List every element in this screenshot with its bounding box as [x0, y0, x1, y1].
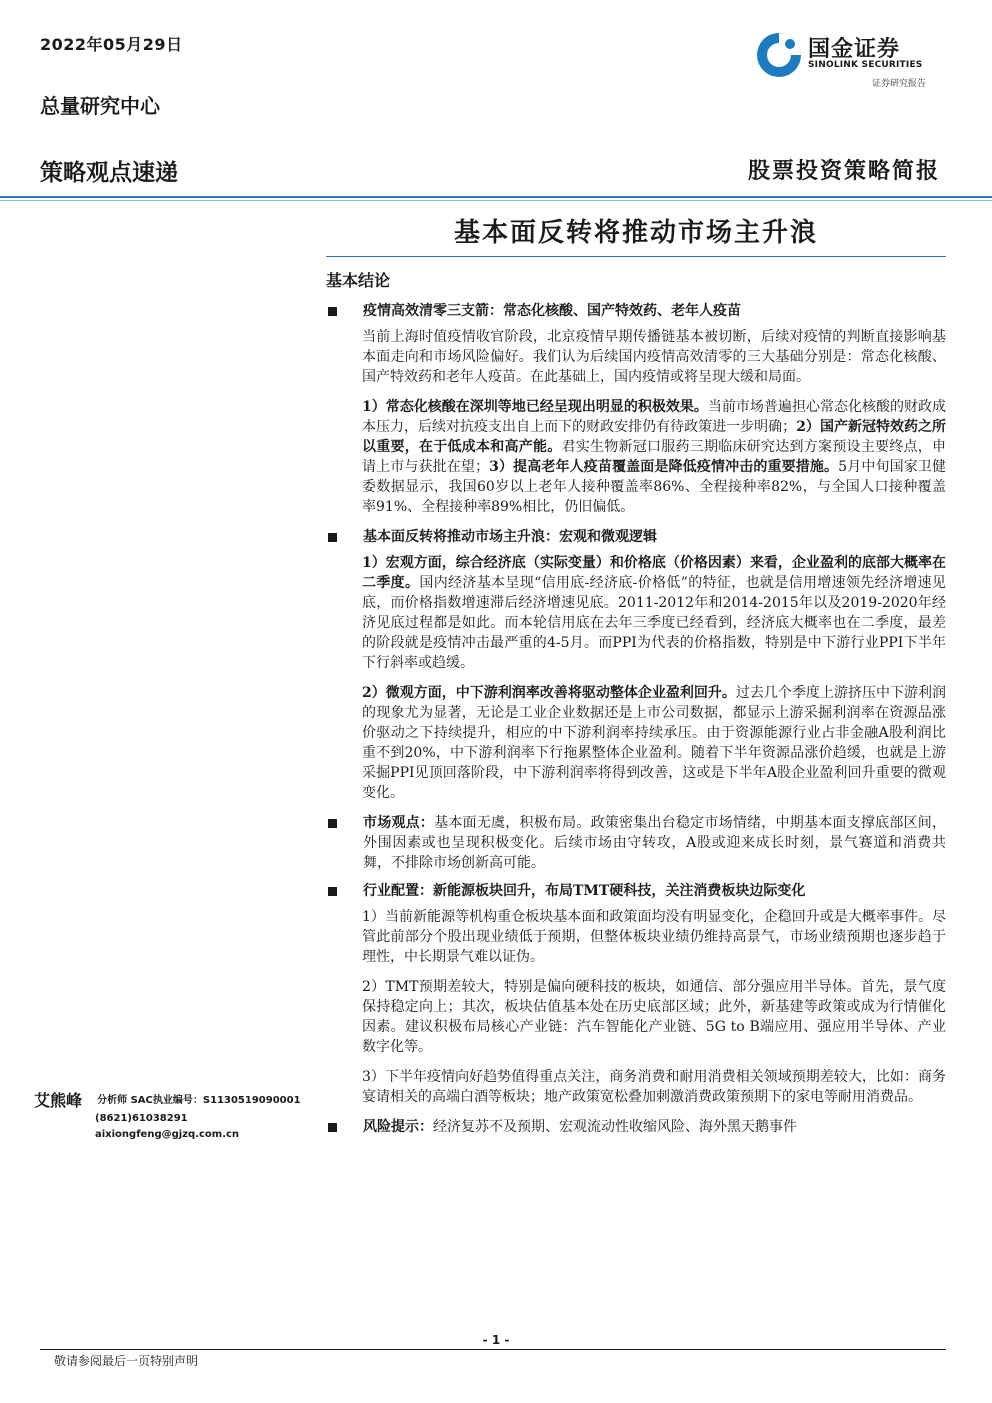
logo-subtitle: 证券研究报告: [872, 79, 927, 89]
company-logo: [752, 30, 952, 92]
bullet-market-view: [326, 813, 946, 873]
footer-disclaimer: 敬请参阅最后一页特别声明: [54, 1354, 199, 1368]
bullet-text: 经济复苏不及预期、宏观流动性收缩风险、海外黑天鹅事件: [433, 1119, 797, 1135]
bullet-epidemic: [326, 301, 946, 321]
bullet-square-icon: [328, 819, 337, 828]
paragraph-tmt: 2）TMT预期差较大，特别是偏向硬科技的板块，如通信、部分强应用半导体。首先，景气度保持稳定向上；其次，板块估值基本处在历史底部区域；此外，新基建等政策或成为行情催化因素。建议积极布局核心产业链：汽车智能化产业链、5G to B端应用、强应用半导体、产业数字化等。: [362, 979, 946, 1055]
bullet-fundamentals: [326, 527, 946, 547]
paragraph-new-energy: 1）当前新能源等机构重仓板块基本面和政策面均没有明显变化，企稳回升或是大概率事件。尽管此前部分个股出现业绩低于预期，但整体板块业绩仍维持高景气，市场业绩预期也逐步趋于理性，中长期景气难以证伪。: [362, 909, 946, 965]
analyst-phone: (8621)61038291: [95, 1113, 188, 1124]
analyst-name: 艾熊峰: [34, 1091, 83, 1110]
bullet-title: 疫情高效清零三支箭：常态化核酸、国产特效药、老年人疫苗: [363, 303, 741, 319]
analyst-email[interactable]: aixiongfeng@gjzq.com.cn: [95, 1129, 240, 1140]
title-divider: [326, 256, 946, 257]
logo-name-cn: 国金证券: [808, 37, 901, 62]
paragraph-macro: 1）宏观方面，综合经济底（实际变量）和价格底（价格因素）来看，企业盈利的底部大概率在二季度。国内经济基本呈现“信用底-经济底-价格低”的特征，也就是信用增速领先经济增速见底，而价格指数增速滞后经济增速见底。2011-2012年和2014-2015年以及2019-2020年经济见底过程都是如此。而本轮信用底在去年三季度已经看到，经济底大概率也在二季度，最差的阶段就是疫情冲击最严重的4-5月。而PPI为代表的价格指数，特别是中下游行业PPI下半年下行斜率或趋缓。: [362, 555, 946, 671]
bullet-label: 风险提示：: [363, 1119, 433, 1135]
section-heading: 基本结论: [326, 271, 391, 290]
page-number: - 1 -: [482, 1333, 510, 1347]
report-type: 股票投资策略简报: [747, 158, 940, 184]
sinolink-logo-icon: [754, 30, 804, 80]
bullet-label: 市场观点：: [363, 815, 435, 831]
bullet-risk: [326, 1117, 946, 1137]
header-divider: [0, 196, 992, 198]
main-content: [326, 268, 946, 1143]
bullet-square-icon: [328, 887, 337, 896]
series-title: 策略观点速递: [40, 160, 178, 186]
bullet-industry: [326, 881, 946, 901]
bullet-square-icon: [328, 1123, 337, 1132]
footer-divider: [40, 1349, 946, 1350]
report-title: 基本面反转将推动市场主升浪: [453, 218, 818, 248]
research-center: 总量研究中心: [40, 94, 160, 118]
bullet-square-icon: [328, 533, 337, 542]
bullet-square-icon: [328, 307, 337, 316]
analyst-info: [34, 1088, 324, 1143]
header-divider-thin: [0, 200, 992, 201]
analyst-role: 分析师 SAC执业编号：S1130519090001: [97, 1095, 301, 1106]
report-date: 2022年05月29日: [40, 35, 183, 54]
bullet-text: 基本面无虞，积极布局。政策密集出台稳定市场情绪，中期基本面支撑底部区间，外围因素或也呈现积极变化。后续市场由守转攻，A股或迎来成长时刻，景气赛道和消费共舞，不排除市场创新高可能。: [363, 815, 946, 871]
paragraph-micro: 2）微观方面，中下游利润率改善将驱动整体企业盈利回升。过去几个季度上游挤压中下游利润的现象尤为显著，无论是工业企业数据还是上市公司数据，都显示上游采掘利润率在资源品涨价驱动之下持续提升，相应的中下游利润率持续承压。由于资源能源行业占非金融A股利润比重不到20%，中下游利润率下行拖累整体企业盈利。随着下半年资源品涨价趋缓，也就是上游采掘PPI见顶回落阶段，中下游利润率将得到改善，这或是下半年A股企业盈利回升重要的微观变化。: [362, 685, 946, 801]
paragraph-epidemic-points: 1）常态化核酸在深圳等地已经呈现出明显的积极效果。当前市场普遍担心常态化核酸的财政成本压力，后续对抗疫支出自上而下的财政安排仍有待政策进一步明确；2）国产新冠特效药之所以重要，在于低成本和高产能。君实生物新冠口服药三期临床研究达到方案预设主要终点，申请上市与获批在望；3）提高老年人疫苗覆盖面是降低疫情冲击的重要措施。5月中旬国家卫健委数据显示，我国60岁以上老年人接种覆盖率86%、全程接种率82%，与全国人口接种覆盖率91%、全程接种率89%相比，仍旧偏低。: [362, 399, 947, 515]
bullet-title: 行业配置：新能源板块回升，布局TMT硬科技，关注消费板块边际变化: [363, 883, 806, 899]
logo-name-en: SINOLINK SECURITIES: [808, 60, 923, 70]
paragraph-epidemic-intro: 当前上海时值疫情收官阶段，北京疫情早期传播链基本被切断，后续对疫情的判断直接影响基本面走向和市场风险偏好。我们认为后续国内疫情高效清零的三大基础分别是：常态化核酸、国产特效药和老年人疫苗。在此基础上，国内疫情或将呈现大缓和局面。: [362, 329, 946, 385]
bullet-title: 基本面反转将推动市场主升浪：宏观和微观逻辑: [363, 529, 657, 545]
paragraph-consumption: 3）下半年疫情向好趋势值得重点关注，商务消费和耐用消费相关领域预期差较大，比如：商务宴请相关的高端白酒等板块；地产政策宽松叠加刺激消费政策预期下的家电等耐用消费品。: [362, 1069, 946, 1105]
